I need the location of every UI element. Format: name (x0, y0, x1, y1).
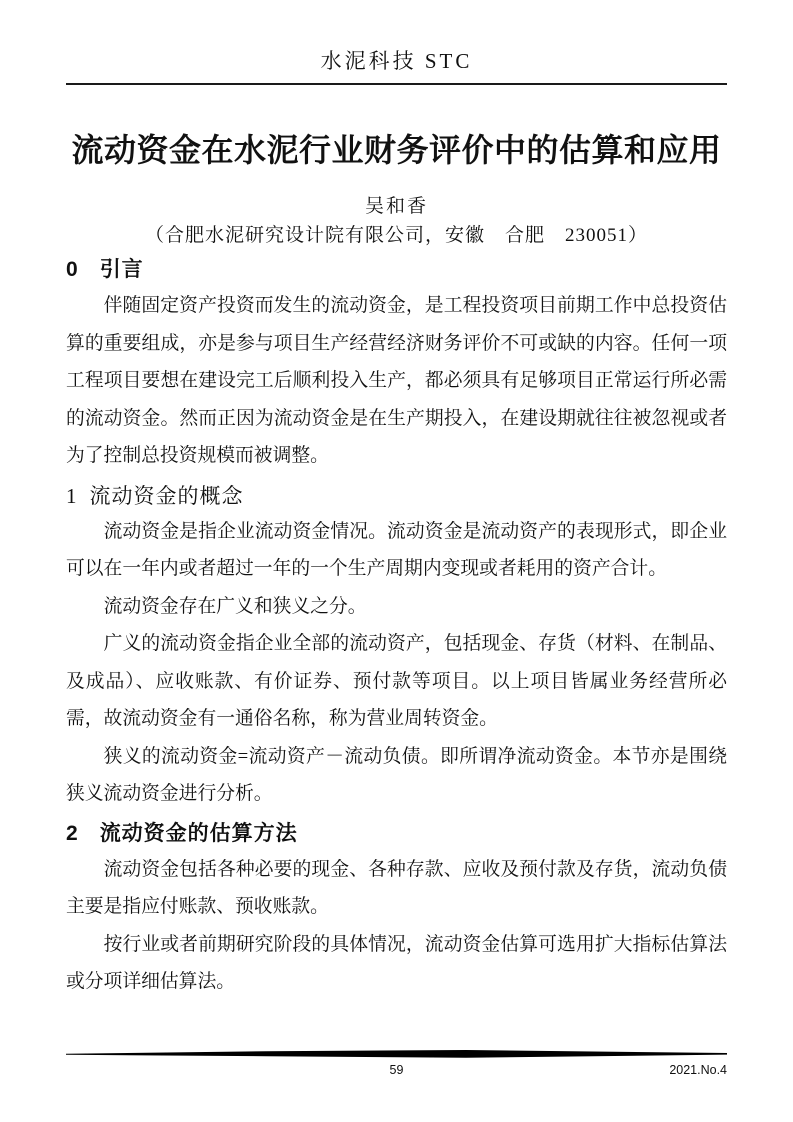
journal-name: 水泥科技 STC (320, 49, 473, 73)
page-content (66, 0, 727, 1001)
journal-header (66, 0, 727, 85)
section-heading-1 (66, 481, 727, 511)
page-footer (66, 1050, 727, 1079)
article-author: 吴和香 (364, 196, 428, 217)
paragraph: 狭义的流动资金=流动资产－流动负债。即所谓净流动资金。本节亦是围绕狭义流动资金进行分析。 (66, 745, 727, 804)
paragraph: 流动资金包括各种必要的现金、各种存款、应收及预付款及存货，流动负债主要是指应付账款、预收账款。 (66, 858, 727, 917)
paragraph: 广义的流动资金指企业全部的流动资产，包括现金、存货（材料、在制品、及成品）、应收账款、有价证券、预付款等项目。以上项目皆属业务经营所必需，故流动资金有一通俗名称，称为营业周转资金。 (66, 633, 727, 729)
paragraph: 流动资金存在广义和狭义之分。 (103, 595, 367, 617)
section-title: 流动资金的概念 (89, 483, 244, 508)
article-affiliation: （合肥水泥研究设计院有限公司，安徽 合肥 230051） (144, 225, 648, 246)
section-number: 2 (66, 821, 78, 845)
section-introduction (66, 255, 727, 475)
section-heading-0 (66, 255, 727, 285)
section-title: 流动资金的估算方法 (99, 821, 298, 845)
paragraph: 流动资金是指企业流动资金情况。流动资金是流动资产的表现形式，即企业可以在一年内或者超过一年的一个生产周期内变现或者耗用的资产合计。 (66, 520, 727, 579)
issue-label: 2021.No.4 (669, 1063, 727, 1077)
section-heading-2 (66, 819, 727, 849)
header-rule (66, 83, 727, 85)
section-concept (66, 481, 727, 813)
section-title: 引言 (99, 258, 144, 281)
footer-row (66, 1061, 727, 1079)
article-title: 流动资金在水泥行业财务评价中的估算和应用 (71, 132, 722, 168)
paragraph: 按行业或者前期研究阶段的具体情况，流动资金估算可选用扩大指标估算法或分项详细估算法。 (66, 933, 727, 992)
section-number: 0 (66, 258, 78, 281)
page-number: 59 (389, 1063, 404, 1077)
paragraph: 伴随固定资产投资而发生的流动资金，是工程投资项目前期工作中总投资估算的重要组成，亦是参与项目生产经营经济财务评价不可或缺的内容。任何一项工程项目要想在建设完工后顺利投入生产，都必须具有足够项目正常运行所必需的流动资金。然而正因为流动资金是在生产期投入，在建设期就往往被忽视或者为了控制总投资规模而被调整。 (66, 295, 727, 466)
section-estimation-methods (66, 819, 727, 1001)
section-number: 1 (66, 483, 77, 508)
footer-rule (66, 1050, 727, 1059)
